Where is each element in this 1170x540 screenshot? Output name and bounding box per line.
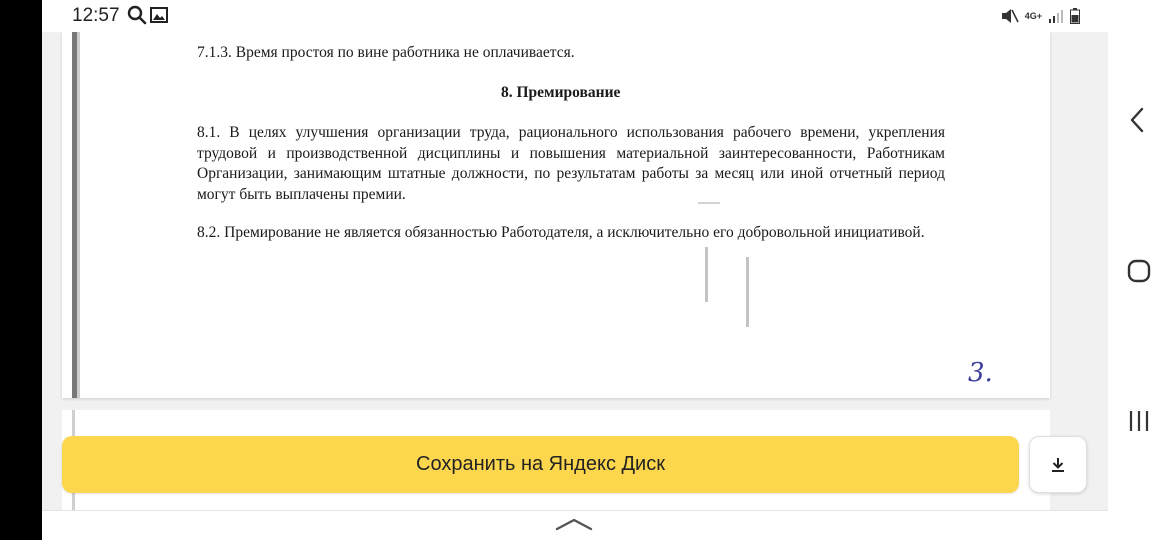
signal-icon xyxy=(1048,9,1064,23)
back-icon[interactable] xyxy=(1126,106,1150,134)
page-number: 3. xyxy=(968,358,993,388)
download-button[interactable] xyxy=(1029,436,1087,493)
gallery-icon xyxy=(150,7,168,23)
scan-artifact xyxy=(746,257,749,327)
scan-binding-shadow xyxy=(77,32,80,398)
download-icon xyxy=(1050,457,1066,473)
mute-icon xyxy=(1001,8,1019,24)
scan-artifact xyxy=(705,247,708,302)
chevron-up-icon[interactable] xyxy=(555,517,593,531)
section-title: 8. Премирование xyxy=(501,84,621,101)
left-black-bar xyxy=(0,0,42,540)
bottom-sheet-handle[interactable] xyxy=(42,510,1108,540)
paragraph-8-2: 8.2. Премирование не является обязанностью Работодателя, а исключительно его добровольной инициативой. xyxy=(197,224,925,241)
status-time: 12:57 xyxy=(72,5,120,26)
scan-artifact xyxy=(698,202,720,204)
paragraph-8-1: 8.1. В целях улучшения организации труда, рационального использования рабочего времени, укрепления трудовой и производственной дисциплины и повышения материальной заинтересованности, Работникам Организации, занимающим штатные должности, по результатам работы за месяц или иной отчетный период могут быть выплачены премии. xyxy=(197,124,945,203)
status-bar xyxy=(42,0,1108,32)
save-to-yandex-disk-button[interactable]: Сохранить на Яндекс Диск xyxy=(62,436,1019,493)
status-indicators xyxy=(1001,6,1080,26)
paragraph-7-1-3: 7.1.3. Время простоя по вине работника не оплачивается. xyxy=(197,44,575,61)
recents-icon[interactable] xyxy=(1126,408,1152,434)
document-page xyxy=(62,32,1050,398)
system-nav-bar xyxy=(1108,0,1170,540)
network-label: 4G+ xyxy=(1024,10,1042,21)
home-icon[interactable] xyxy=(1126,258,1152,284)
search-icon xyxy=(127,5,147,25)
battery-icon xyxy=(1070,8,1080,24)
